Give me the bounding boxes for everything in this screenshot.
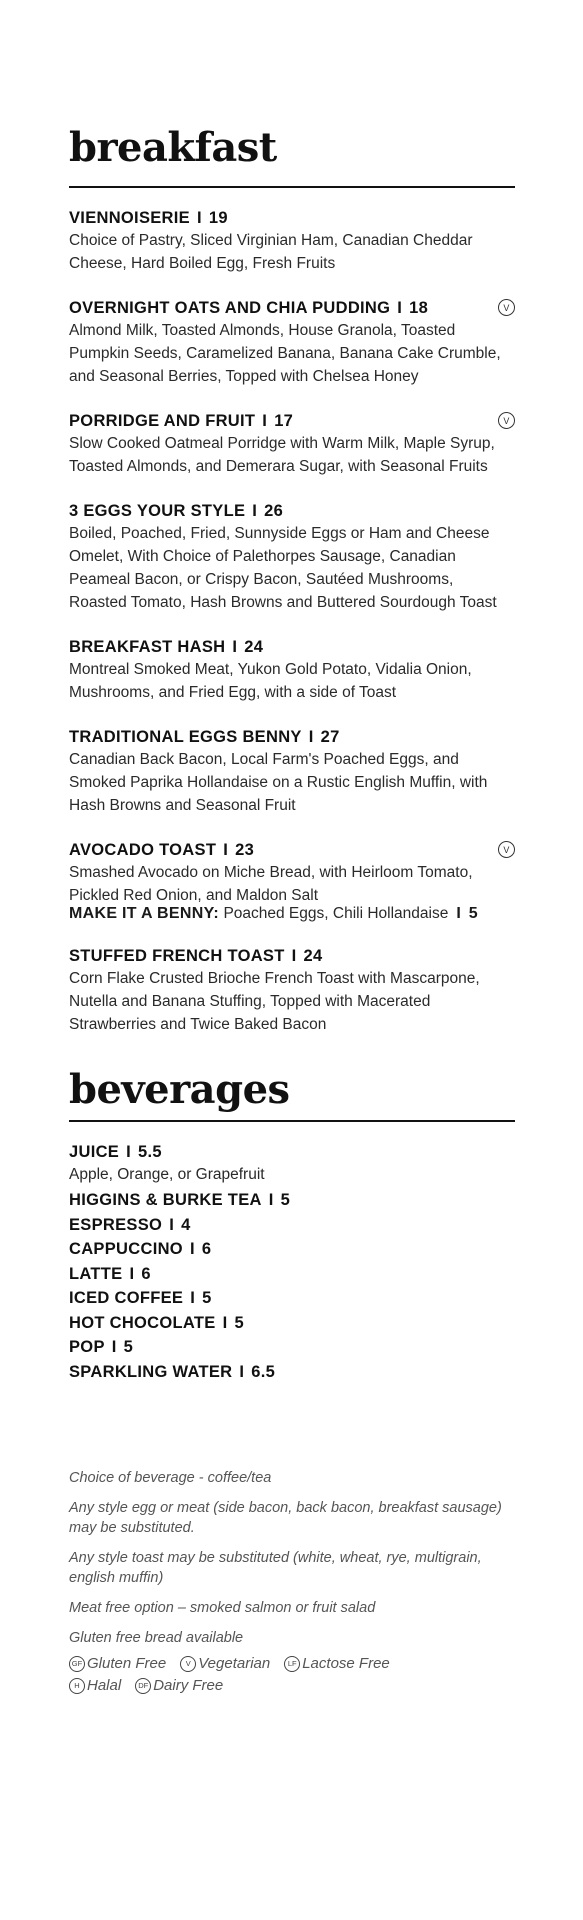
item-price: 5 bbox=[234, 1313, 244, 1332]
item-name-text: POP bbox=[69, 1338, 105, 1356]
legend-row bbox=[69, 1675, 515, 1697]
item-price: 5 bbox=[123, 1338, 134, 1356]
menu-item-desc: Choice of Pastry, Sliced Virginian Ham, Canadian Cheddar Cheese, Hard Boiled Egg, Fresh Fruits bbox=[69, 232, 473, 272]
menu-item bbox=[69, 945, 515, 1036]
menu-item-desc: Corn Flake Crusted Brioche French Toast with Mascarpone, Nutella and Banana Stuffing, Topped with Macerated Strawberries and Twice Baked Bacon bbox=[69, 970, 480, 1033]
separator: I bbox=[268, 1191, 274, 1209]
menu-item-desc: Slow Cooked Oatmeal Porridge with Warm Milk, Maple Syrup, Toasted Almonds, and Demerara Sugar, with Seasonal Fruits bbox=[69, 435, 495, 475]
dietary-legend bbox=[69, 1653, 515, 1697]
item-name-text: CAPPUCCINO bbox=[69, 1240, 183, 1258]
menu-item-name bbox=[69, 297, 515, 319]
separator: I bbox=[196, 209, 202, 227]
notes-list bbox=[69, 1468, 515, 1658]
legend-label: Vegetarian bbox=[198, 1655, 271, 1672]
separator: I bbox=[262, 412, 268, 430]
item-price: 19 bbox=[208, 209, 228, 227]
item-name-text: VIENNOISERIE bbox=[69, 209, 190, 227]
menu-item-name bbox=[69, 410, 515, 432]
menu-item-desc: Canadian Back Bacon, Local Farm's Poached Eggs, and Smoked Paprika Hollandaise on a Rustic English Muffin, with Hash Browns and Seasonal Fruit bbox=[69, 751, 488, 814]
benny-addon bbox=[69, 903, 478, 925]
legend-entry bbox=[180, 1653, 270, 1675]
separator: I bbox=[129, 1264, 135, 1283]
menu-item bbox=[69, 839, 515, 907]
menu-item-desc: Smashed Avocado on Miche Bread, with Heirloom Tomato, Pickled Red Onion, and Maldon Salt bbox=[69, 864, 473, 904]
note-line: Any style egg or meat (side bacon, back bacon, breakfast sausage) may be substituted. bbox=[69, 1500, 502, 1536]
item-price: 4 bbox=[181, 1215, 191, 1234]
beverage-items bbox=[69, 1188, 515, 1384]
menu-item bbox=[69, 726, 515, 817]
benny-price: 5 bbox=[468, 905, 478, 922]
separator: I bbox=[239, 1362, 245, 1381]
legend-entry bbox=[284, 1653, 390, 1675]
breakfast-title: breakfast bbox=[69, 124, 277, 171]
diet-badge-icon: DF bbox=[135, 1678, 151, 1694]
menu-item bbox=[69, 297, 515, 388]
item-price: 6 bbox=[141, 1264, 151, 1283]
note-line: Any style toast may be substituted (white, wheat, rye, multigrain, english muffin) bbox=[69, 1550, 482, 1586]
vegetarian-icon: V bbox=[498, 412, 515, 429]
diet-badge-icon: LF bbox=[284, 1656, 300, 1672]
beverage-item bbox=[69, 1237, 515, 1262]
item-price: 5.5 bbox=[138, 1143, 162, 1161]
legend-row bbox=[69, 1653, 515, 1675]
legend-entry bbox=[69, 1653, 166, 1675]
legend-entry bbox=[135, 1675, 223, 1697]
menu-item-name bbox=[69, 500, 515, 522]
item-name-text: SPARKLING WATER bbox=[69, 1362, 233, 1381]
separator: I bbox=[232, 638, 238, 656]
breakfast-divider bbox=[69, 186, 515, 188]
legend-label: Dairy Free bbox=[153, 1677, 224, 1694]
beverage-item bbox=[69, 1286, 515, 1311]
legend-label: Halal bbox=[87, 1677, 122, 1694]
item-price: 5 bbox=[280, 1191, 291, 1209]
menu-item bbox=[69, 500, 515, 614]
item-price: 6 bbox=[201, 1240, 212, 1258]
item-price: 17 bbox=[274, 412, 294, 430]
item-price: 5 bbox=[202, 1289, 212, 1307]
item-name-text: JUICE bbox=[69, 1143, 120, 1161]
separator: I bbox=[111, 1338, 117, 1356]
menu-item-name bbox=[69, 945, 515, 967]
item-price: 24 bbox=[303, 947, 323, 965]
menu-item-name-juice bbox=[69, 1141, 515, 1163]
item-name-text: AVOCADO TOAST bbox=[69, 841, 217, 859]
item-name-text: LATTE bbox=[69, 1264, 123, 1283]
menu-item bbox=[69, 207, 515, 275]
note-line: Gluten free bread available bbox=[69, 1630, 244, 1646]
menu-item-desc: Almond Milk, Toasted Almonds, House Granola, Toasted Pumpkin Seeds, Caramelized Banana, Banana Cake Crumble, and Seasonal Berries, Topped with Chelsea Honey bbox=[69, 322, 501, 385]
item-price: 24 bbox=[244, 638, 264, 656]
beverages-section-header bbox=[69, 1066, 290, 1113]
item-name-text: HIGGINS & BURKE TEA bbox=[69, 1191, 262, 1209]
beverage-item bbox=[69, 1335, 515, 1360]
diet-badge-icon: GF bbox=[69, 1656, 85, 1672]
item-name-text: ICED COFFEE bbox=[69, 1289, 184, 1307]
menu-item-desc: Boiled, Poached, Fried, Sunnyside Eggs or Ham and Cheese Omelet, With Choice of Palethorpes Sausage, Canadian Peameal Bacon, or Crispy Bacon, Sautéed Mushrooms, Roasted Tomato, Hash Browns and Buttered Sourdough Toast bbox=[69, 525, 497, 611]
separator: I bbox=[189, 1240, 195, 1258]
item-name-text: BREAKFAST HASH bbox=[69, 638, 226, 656]
menu-item-name bbox=[69, 726, 515, 748]
separator: I bbox=[223, 841, 229, 859]
menu-item-desc: Montreal Smoked Meat, Yukon Gold Potato, Vidalia Onion, Mushrooms, and Fried Egg, with a side of Toast bbox=[69, 661, 472, 701]
menu-item bbox=[69, 410, 515, 478]
menu-item-desc-juice: Apple, Orange, or Grapefruit bbox=[69, 1166, 265, 1183]
note-line: Meat free option – smoked salmon or fruit salad bbox=[69, 1600, 376, 1616]
beverage-item bbox=[69, 1360, 515, 1385]
beverage-item bbox=[69, 1311, 515, 1336]
item-name-text: STUFFED FRENCH TOAST bbox=[69, 947, 285, 965]
item-price: 26 bbox=[264, 502, 284, 520]
item-name-text: OVERNIGHT OATS AND CHIA PUDDING bbox=[69, 299, 391, 317]
item-price: 6.5 bbox=[251, 1362, 276, 1381]
separator: I bbox=[169, 1215, 175, 1234]
vegetarian-icon: V bbox=[498, 299, 515, 316]
legend-label: Lactose Free bbox=[302, 1655, 390, 1672]
menu-item-name bbox=[69, 636, 515, 658]
note-line: Choice of beverage - coffee/tea bbox=[69, 1470, 272, 1486]
beverage-item bbox=[69, 1262, 515, 1287]
beverages-divider bbox=[69, 1120, 515, 1122]
separator: I bbox=[397, 299, 403, 317]
separator: I bbox=[252, 502, 258, 520]
separator: I bbox=[308, 728, 314, 746]
item-price: 27 bbox=[320, 728, 340, 746]
menu-item-name bbox=[69, 207, 515, 229]
legend-entry bbox=[69, 1675, 121, 1697]
separator: I bbox=[222, 1313, 228, 1332]
beverage-item bbox=[69, 1213, 515, 1238]
item-name-text: HOT CHOCOLATE bbox=[69, 1313, 216, 1332]
breakfast-section-header bbox=[69, 124, 277, 171]
separator: I bbox=[291, 947, 297, 965]
benny-label: MAKE IT A BENNY: bbox=[69, 905, 219, 922]
legend-label: Gluten Free bbox=[87, 1655, 167, 1672]
diet-badge-icon: H bbox=[69, 1678, 85, 1694]
benny-desc: Poached Eggs, Chili Hollandaise bbox=[223, 905, 449, 922]
item-price: 23 bbox=[235, 841, 255, 859]
separator: I bbox=[190, 1289, 196, 1307]
beverages-title: beverages bbox=[69, 1066, 290, 1113]
diet-badge-icon: V bbox=[180, 1656, 196, 1672]
menu-item bbox=[69, 636, 515, 704]
item-name-text: TRADITIONAL EGGS BENNY bbox=[69, 728, 302, 746]
beverage-item bbox=[69, 1188, 515, 1213]
vegetarian-icon: V bbox=[498, 841, 515, 858]
beverages-list bbox=[69, 1141, 515, 1384]
item-price: 18 bbox=[409, 299, 429, 317]
separator: I bbox=[456, 905, 461, 922]
separator: I bbox=[126, 1143, 131, 1161]
item-name-text: PORRIDGE AND FRUIT bbox=[69, 412, 256, 430]
item-name-text: 3 EGGS YOUR STYLE bbox=[69, 502, 246, 520]
menu-item-name bbox=[69, 839, 515, 861]
item-name-text: ESPRESSO bbox=[69, 1215, 163, 1234]
